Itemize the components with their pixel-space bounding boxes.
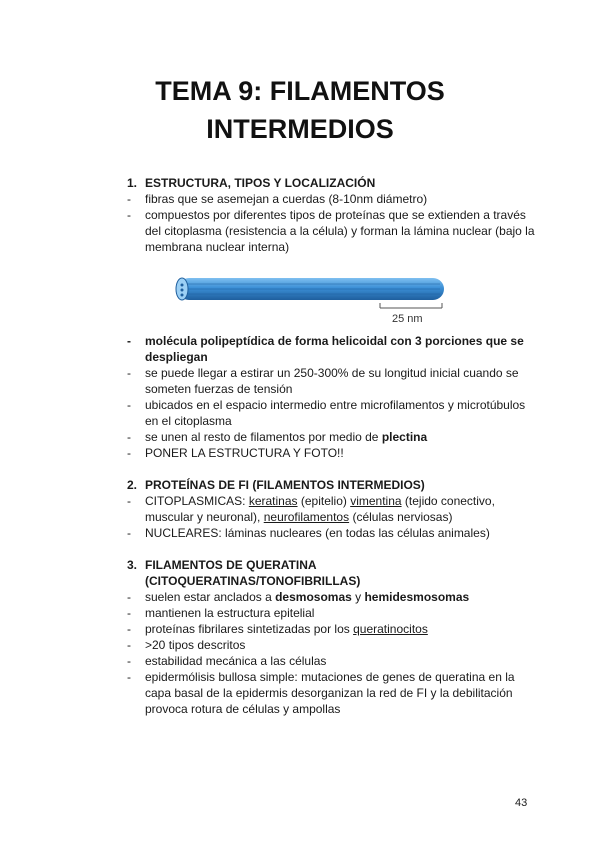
item-text: fibras que se asemejan a cuerdas (8-10nm diámetro) [145,192,428,206]
list-item [127,653,537,669]
section-title [145,557,360,589]
bullet-dash: - [127,638,131,652]
item-text: estabilidad mecánica a las células [145,654,327,668]
neurofilamentos-term: neurofilamentos [263,510,350,524]
item-text: mantienen la estructura epitelial [145,606,315,620]
bullet-dash: - [127,494,131,508]
item-text: ubicados en el espacio intermedio entre microfilamentos y microtúbulos en el citoplasma [145,398,526,428]
section-title: PROTEÍNAS DE FI (FILAMENTOS INTERMEDIOS) [145,478,425,492]
text-run: CITOPLASMICAS: [145,494,249,508]
item-text: se puede llegar a estirar un 250-300% de su longitud inicial cuando se someten fuerzas de tensión [145,366,519,396]
vimentina-term: vimentina [350,494,402,508]
text-run: proteínas fibrilares sintetizadas por los [145,622,354,636]
bullet-dash: - [127,334,131,348]
item-text: >20 tipos descritos [145,638,246,652]
list-item [127,429,537,445]
list-item [127,493,537,525]
list-item [127,445,537,461]
keratinas-term: keratinas [248,494,298,508]
filament-tube [176,278,444,300]
section-title-line-1: FILAMENTOS DE QUERATINA [145,558,317,572]
item-text: molécula polipeptídica de forma helicoidal con 3 porciones que se despliegan [145,334,524,364]
hemidesmosomas-term: hemidesmosomas [364,590,470,604]
list-item [127,365,537,397]
item-text-plain: se unen al resto de filamentos por medio de [145,430,382,444]
section-number: 3. [127,558,138,572]
desmosomas-term: desmosomas [275,590,352,604]
item-text [145,621,537,637]
text-run: (células nerviosas) [349,510,453,524]
item-text: NUCLEARES: láminas nucleares (en todas las células animales) [145,526,490,540]
bullet-dash: - [127,654,131,668]
section-number: 2. [127,478,138,492]
queratinocitos-term: queratinocitos [353,622,428,636]
plectina-term: plectina [381,430,428,444]
filament-illustration [170,270,460,330]
list-item [127,333,537,365]
bullet-dash: - [127,430,131,444]
item-text: epidermólisis bullosa simple: mutaciones de genes de queratina en la capa basal de la epidermis desorganizan la red de FI y la debilitación provoca rotura de células y ampollas [145,670,515,716]
list-item [127,207,537,255]
bullet-dash: - [127,366,131,380]
item-text [145,429,537,445]
section-number: 1. [127,176,138,190]
bullet-dash: - [127,208,131,222]
list-item [127,605,537,621]
scale-bar [380,303,442,308]
text-run: y [351,590,365,604]
item-text [145,589,537,605]
section-title-line-2: (CITOQUERATINAS/TONOFIBRILLAS) [145,574,361,588]
page-number: 43 [515,797,528,809]
list-item [127,525,537,541]
bullet-dash: - [127,622,131,636]
section-title: ESTRUCTURA, TIPOS Y LOCALIZACIÓN [145,176,376,190]
bullet-dash: - [127,446,131,460]
bullet-dash: - [127,606,131,620]
bullet-dash: - [127,526,131,540]
item-text [145,493,537,525]
scale-label: 25 nm [392,313,423,325]
list-item [127,397,537,429]
list-item [127,637,537,653]
text-run: (epitelio) [297,494,351,508]
bullet-dash: - [127,590,131,604]
bullet-dash: - [127,670,131,684]
page-title [0,72,600,148]
item-text: compuestos por diferentes tipos de proteínas que se extienden a través del citoplasma (resistencia a la célula) y forman la lámina nuclear (bajo la membrana nuclear interna) [145,208,535,254]
list-item [127,589,537,605]
text-run: suelen estar anclados a [145,590,276,604]
list-item [127,191,537,207]
bullet-dash: - [127,192,131,206]
title-line-2: INTERMEDIOS [206,114,394,144]
bullet-dash: - [127,398,131,412]
list-item [127,621,537,637]
title-line-1: TEMA 9: FILAMENTOS [155,76,445,106]
text-run: (tejido conectivo, muscular y neuronal), [145,494,495,524]
list-item [127,669,537,717]
item-text: PONER LA ESTRUCTURA Y FOTO!! [145,446,344,460]
